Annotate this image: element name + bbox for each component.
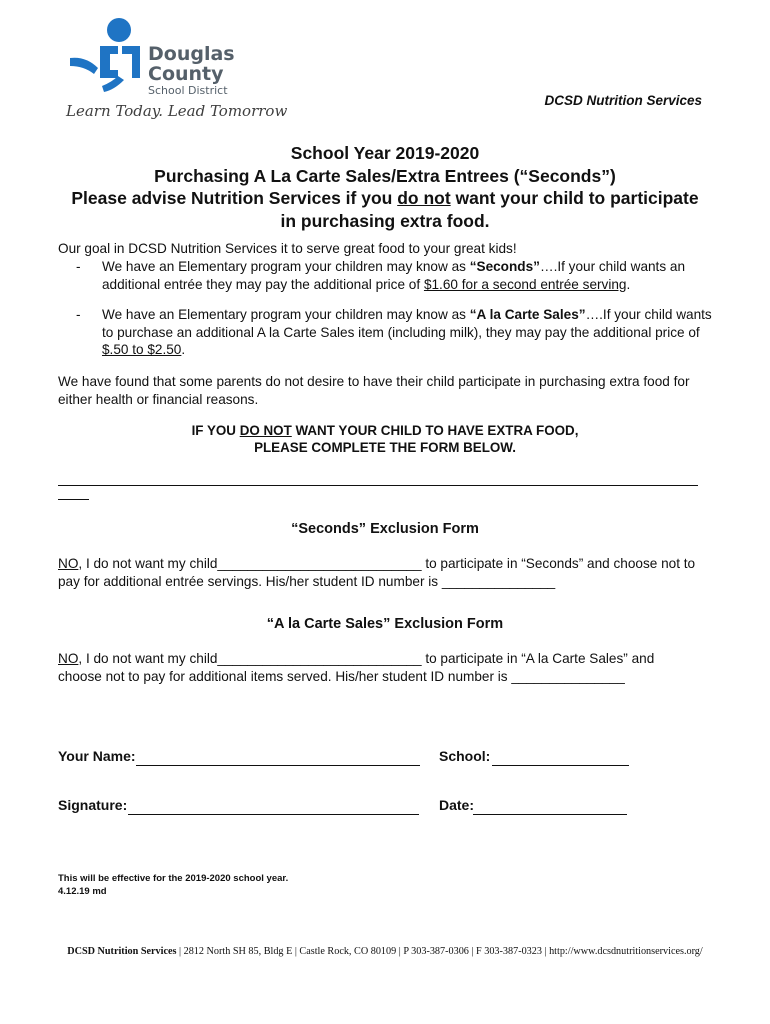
your-name-field[interactable] — [136, 765, 420, 766]
alacarte-form-title: “A la Carte Sales” Exclusion Form — [266, 616, 504, 632]
form-notice: IF YOU DO NOT WANT YOUR CHILD TO HAVE EXTRA FOOD, PLEASE COMPLETE THE FORM BELOW. — [191, 423, 579, 455]
logo-county: County — [148, 63, 224, 85]
bullet-seconds: - We have an Elementary program your children may know as “Seconds”….If your child wants an additional entrée they may pay the additional price of $1.60 for a second entrée serving. — [76, 259, 686, 292]
logo-arm-left — [70, 58, 98, 74]
bullet-alacarte: - We have an Elementary program your children may know as “A la Carte Sales”….If your child wants to purchase an additional A la Carte Sales item (including milk), they may pay the additional price of $.50 to $2.50. — [76, 307, 712, 357]
district-logo — [66, 18, 288, 126]
document-title — [40, 142, 730, 232]
divider-line-short — [58, 499, 89, 500]
logo-tagline: Learn Today. Lead Tomorrow — [66, 102, 288, 120]
intro-text: Our goal in DCSD Nutrition Services it to serve great food to your great kids! — [58, 241, 517, 256]
signature-field[interactable] — [128, 814, 419, 815]
date-label: Date: — [439, 797, 475, 813]
parents-paragraph: We have found that some parents do not desire to have their child participate in purchasing extra food for either health or financial reasons. — [58, 374, 690, 407]
title-line-3: Please advise Nutrition Services if you do not want your child to participate — [71, 188, 699, 208]
logo-figure-left — [100, 46, 118, 78]
effective-note: This will be effective for the 2019-2020 school year. 4.12.19 md — [58, 873, 289, 897]
footer-contact: DCSD Nutrition Services | 2812 North SH 85, Bldg E | Castle Rock, CO 80109 | P 303-387-0306 | F 303-387-0323 | http://www.dcsdnutritionservices.org/ — [67, 946, 703, 957]
logo-head-icon — [107, 18, 131, 42]
divider-line — [58, 485, 698, 486]
title-line-2: Purchasing A La Carte Sales/Extra Entrees (“Seconds”) — [154, 165, 616, 186]
title-line-4: in purchasing extra food. — [280, 210, 490, 231]
school-label: School: — [439, 748, 491, 764]
alacarte-form-body: NO, I do not want my child___________________________ to participate in “A la Carte Sales” and choose not to pay for additional items served. His/her student ID number is _______________ — [58, 651, 655, 684]
date-field[interactable] — [473, 814, 627, 815]
logo-figure-right — [122, 46, 140, 78]
title-line-1: School Year 2019-2020 — [290, 143, 480, 163]
department-name: DCSD Nutrition Services — [544, 93, 702, 108]
school-field[interactable] — [492, 765, 629, 766]
signature-label: Signature: — [58, 797, 128, 813]
logo-leg — [102, 76, 124, 92]
seconds-form-title: “Seconds” Exclusion Form — [291, 521, 479, 537]
logo-douglas: Douglas — [148, 43, 235, 65]
seconds-form-body: NO, I do not want my child___________________________ to participate in “Seconds” and choose not to pay for additional entrée servings. His/her student ID number is _______________ — [58, 556, 696, 589]
logo-school-district: School District — [148, 84, 228, 97]
your-name-label: Your Name: — [58, 748, 136, 764]
